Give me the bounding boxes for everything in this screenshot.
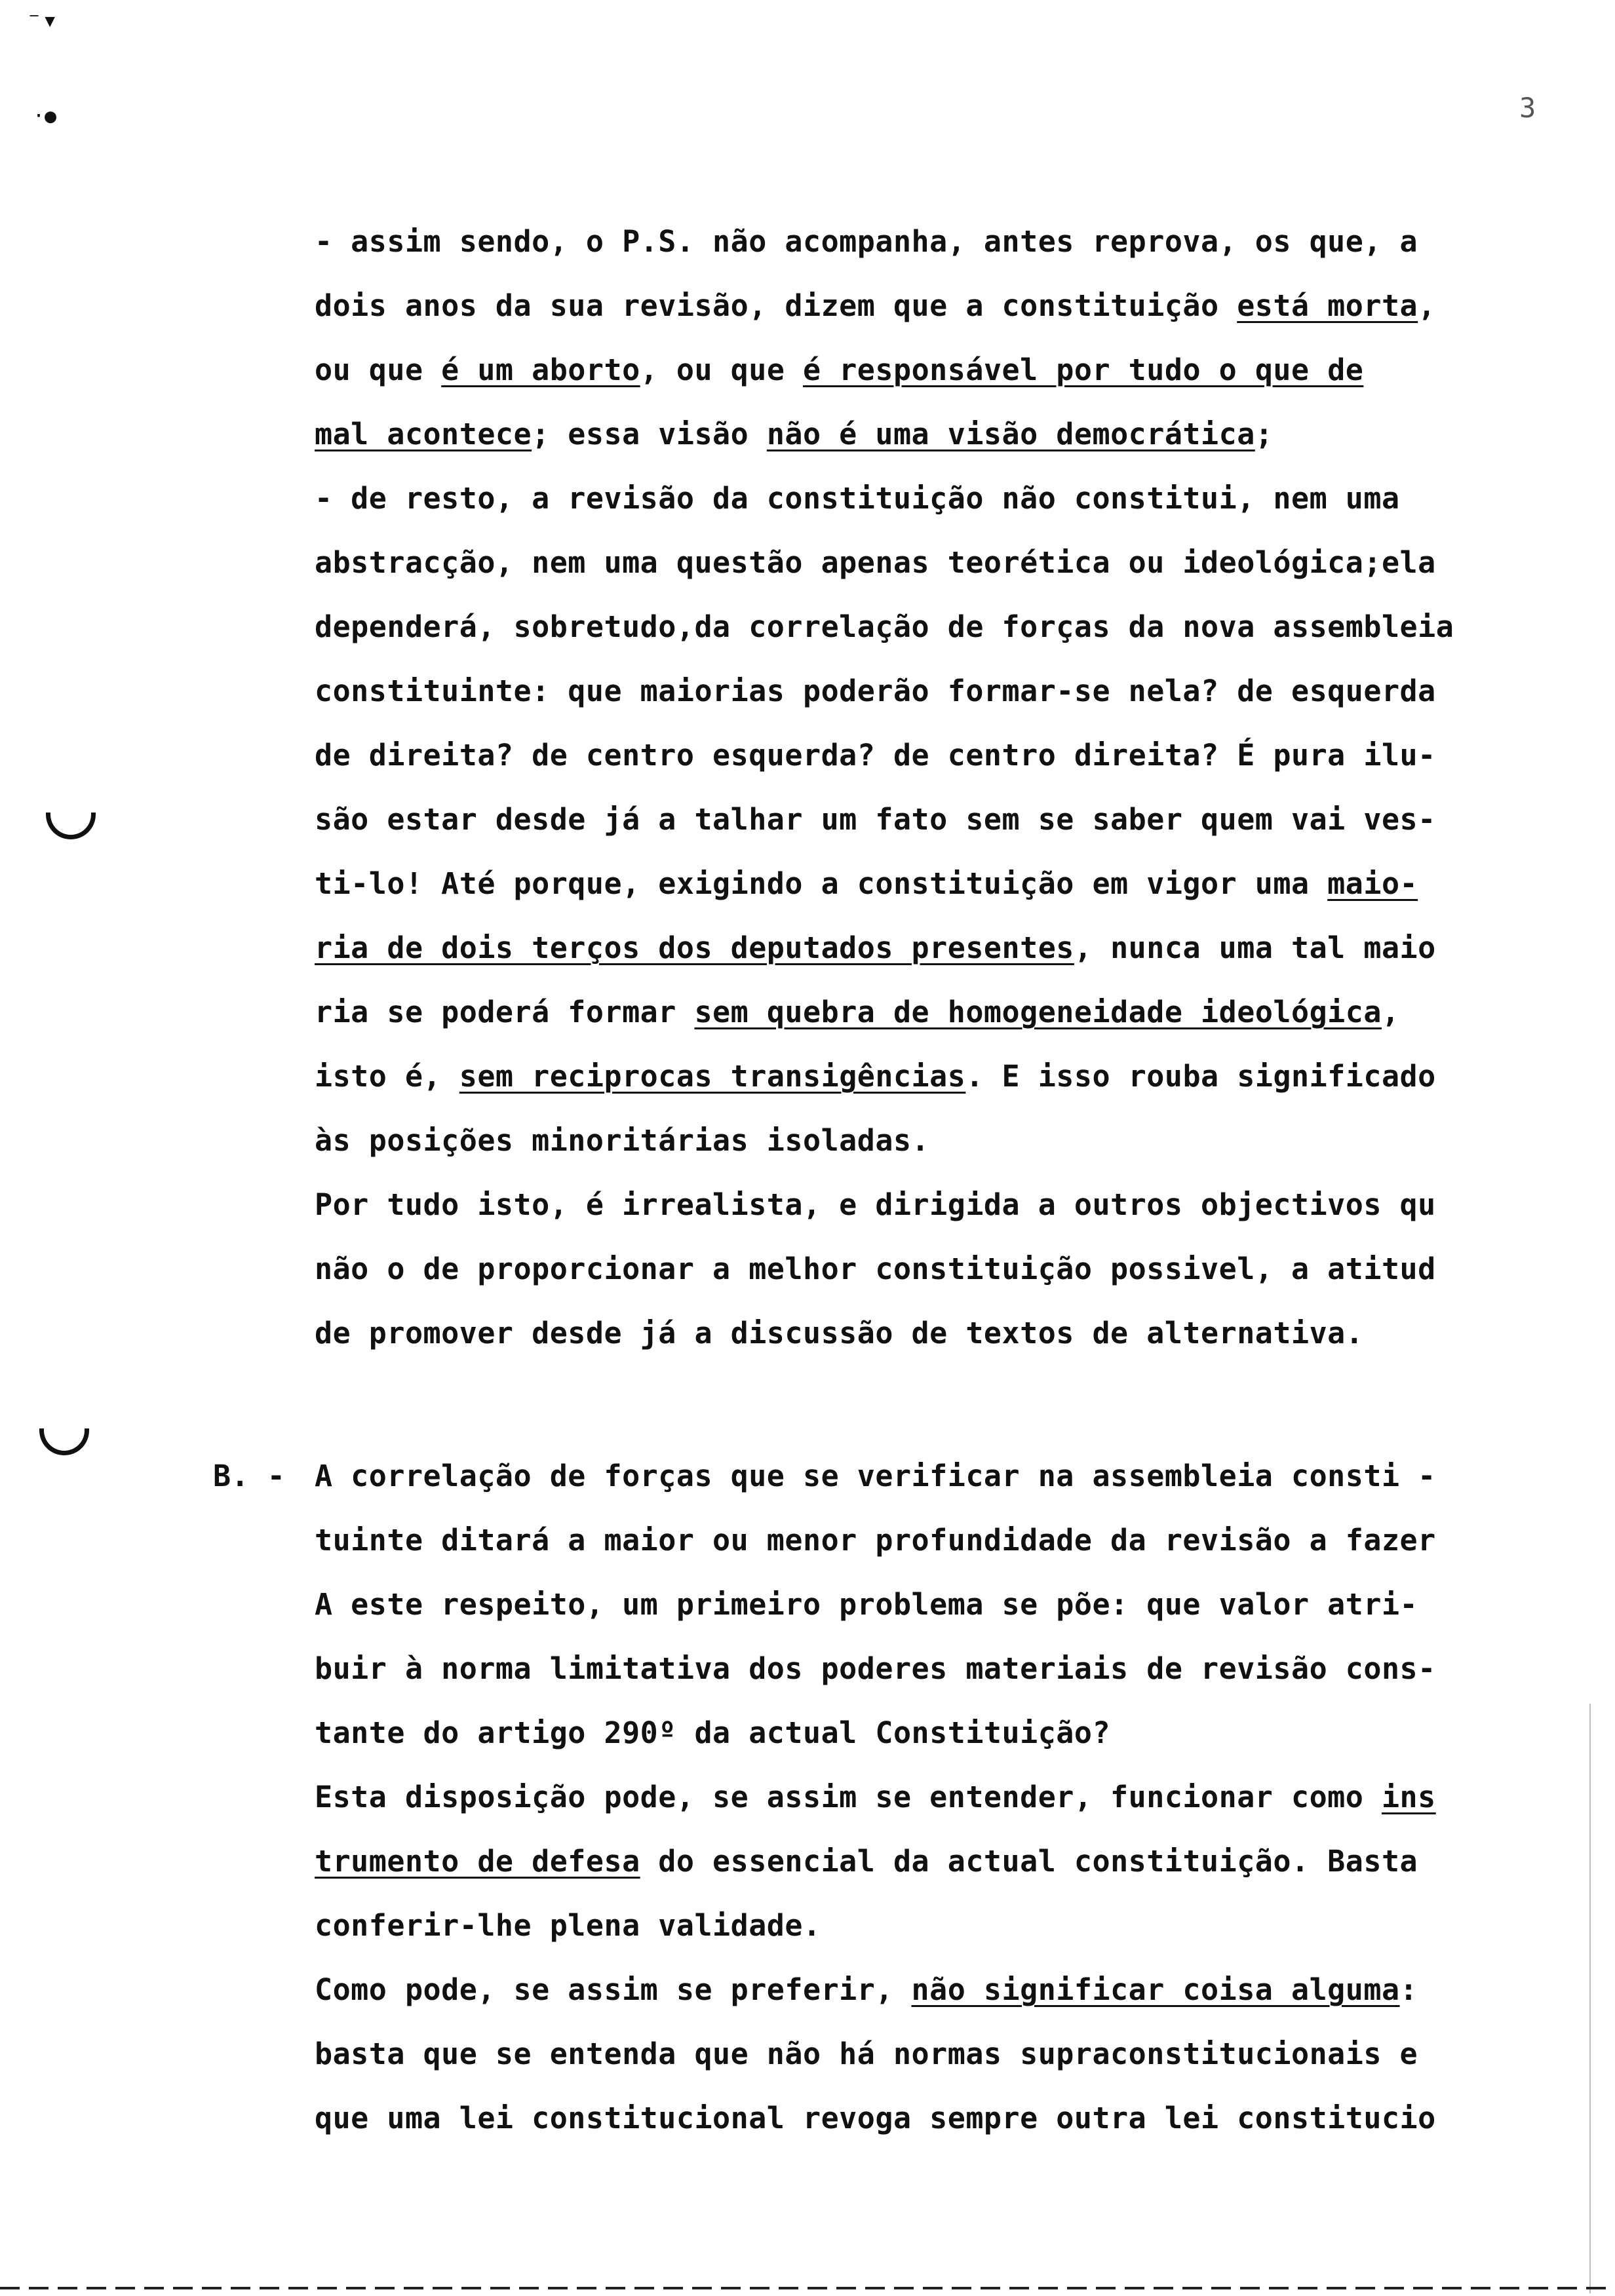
text-line <box>315 1894 1527 1958</box>
text-run: não o de proporcionar a melhor constituição possivel, a atitud <box>315 1252 1436 1286</box>
underlined-text: está morta <box>1237 288 1418 323</box>
punch-hole-mark: ⁻▾ <box>26 5 58 35</box>
text-line <box>315 402 1527 467</box>
text-run: Esta disposição pode, se assim se entender, funcionar como <box>315 1780 1382 1814</box>
section-b <box>213 1444 1527 2151</box>
underlined-text: não significar coisa alguma <box>911 1972 1400 2007</box>
underlined-text: é um aborto <box>441 353 640 387</box>
text-run: ou que <box>315 353 442 387</box>
text-run: basta que se entenda que não há normas supraconstitucionais e <box>315 2037 1418 2071</box>
text-run: de promover desde já a discussão de textos de alternativa. <box>315 1316 1364 1350</box>
text-run: tuinte ditará a maior ou menor profundidade da revisão a fazer <box>315 1523 1436 1558</box>
text-line <box>315 980 1527 1044</box>
section-label: B. - <box>213 1459 286 1493</box>
text-run: tante do artigo 290º da actual Constituição? <box>315 1715 1111 1750</box>
scan-bottom-edge <box>0 2287 1615 2289</box>
text-line <box>315 916 1527 980</box>
text-run: do essencial da actual constituição. Basta <box>640 1844 1418 1879</box>
text-line <box>315 1637 1527 1701</box>
text-run: abstracção, nem uma questão apenas teorética ou ideológica;ela <box>315 545 1436 580</box>
text-run: constituinte: que maiorias poderão formar-se nela? de esquerda <box>315 674 1436 708</box>
text-run: - assim sendo, o P.S. não acompanha, antes reprova, os que, a <box>315 224 1418 259</box>
underlined-text: trumento de defesa <box>315 1844 640 1879</box>
text-line <box>315 1173 1527 1237</box>
text-line <box>315 1237 1527 1301</box>
underlined-text: é responsável por tudo o que de <box>803 353 1364 387</box>
text-run: são estar desde já a talhar um fato sem se saber quem vai ves- <box>315 802 1436 837</box>
text-run: ria se poderá formar <box>315 995 695 1029</box>
page-number: 3 <box>1519 92 1536 124</box>
text-line <box>315 723 1527 788</box>
text-run: , nunca uma tal maio <box>1074 930 1436 965</box>
text-run: de direita? de centro esquerda? de centro direita? É pura ilu- <box>315 738 1436 773</box>
text-line <box>315 1765 1527 1829</box>
text-line <box>315 338 1527 402</box>
text-run: ti-lo! Até porque, exigindo a constituição em vigor uma <box>315 866 1328 901</box>
text-run: , <box>1381 995 1400 1029</box>
text-run: A correlação de forças que se verificar na assembleia consti - <box>315 1459 1436 1493</box>
binding-hook-mark <box>39 1428 89 1455</box>
text-run: ; essa visão <box>532 417 767 451</box>
text-line <box>315 1508 1527 1573</box>
text-run: às posições minoritárias isoladas. <box>315 1123 930 1158</box>
text-run: Como pode, se assim se preferir, <box>315 1972 912 2007</box>
text-line <box>315 1044 1527 1109</box>
text-line <box>315 659 1527 723</box>
text-run: . E isso rouba significado <box>965 1059 1436 1094</box>
underlined-text: mal acontece <box>315 417 532 451</box>
text-run: dependerá, sobretudo,da correlação de forças da nova assembleia <box>315 609 1454 644</box>
text-line <box>213 1444 1527 1508</box>
paragraph-a <box>315 210 1527 1366</box>
text-line <box>315 2022 1527 2086</box>
text-run: : <box>1399 1972 1418 2007</box>
text-line <box>315 788 1527 852</box>
underlined-text: sem reciprocas transigências <box>459 1059 966 1094</box>
text-line <box>315 1301 1527 1366</box>
underlined-text: sem quebra de homogeneidade ideológica <box>694 995 1382 1029</box>
underlined-text: maio- <box>1327 866 1418 901</box>
text-line <box>315 274 1527 338</box>
text-line <box>315 1829 1527 1894</box>
text-run: A este respeito, um primeiro problema se põe: que valor atri- <box>315 1587 1418 1622</box>
text-line <box>315 852 1527 916</box>
text-run: , ou que <box>640 353 804 387</box>
text-line <box>315 595 1527 659</box>
scan-edge-line <box>1589 1704 1591 2293</box>
text-run: - de resto, a revisão da constituição não constitui, nem uma <box>315 481 1400 516</box>
text-line <box>315 467 1527 531</box>
text-run: ; <box>1255 417 1274 451</box>
document-body <box>213 210 1527 2151</box>
text-run: dois anos da sua revisão, dizem que a constituição <box>315 288 1237 323</box>
text-run: que uma lei constitucional revoga sempre outra lei constitucio <box>315 2101 1436 2135</box>
text-line <box>315 1109 1527 1173</box>
text-line <box>315 1958 1527 2022</box>
text-line <box>315 1701 1527 1765</box>
text-run: conferir-lhe plena validade. <box>315 1908 821 1943</box>
underlined-text: ins <box>1381 1780 1436 1814</box>
text-line <box>315 210 1527 274</box>
section-gap <box>315 1366 1527 1444</box>
underlined-text: não é uma visão democrática <box>766 417 1255 451</box>
text-run: Por tudo isto, é irrealista, e dirigida a outros objectivos qu <box>315 1187 1436 1222</box>
text-line <box>315 531 1527 595</box>
underlined-text: ria de dois terços dos deputados presentes <box>315 930 1074 965</box>
binding-hook-mark <box>46 813 96 839</box>
text-run: buir à norma limitativa dos poderes materiais de revisão cons- <box>315 1651 1436 1686</box>
text-line <box>315 1573 1527 1637</box>
punch-hole-mark: ·● <box>33 105 57 128</box>
text-run: isto é, <box>315 1059 459 1094</box>
text-line <box>315 2086 1527 2151</box>
text-run: , <box>1418 288 1436 323</box>
